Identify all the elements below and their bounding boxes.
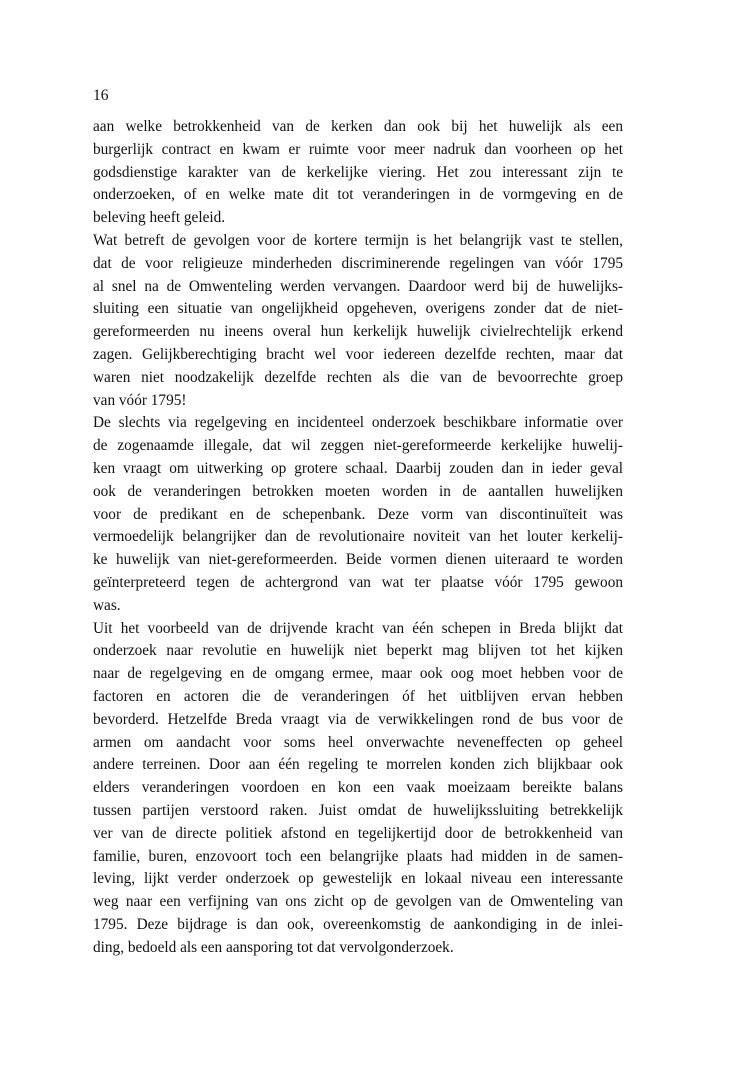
paragraph bbox=[93, 116, 623, 230]
text-line: leving, lijkt verder onderzoek op gewestelijk en lokaal niveau een interessante bbox=[93, 870, 623, 888]
text-line: zagen. Gelijkberechtiging bracht wel voor iedereen dezelfde rechten, maar dat bbox=[93, 345, 623, 363]
text-line: van vóór 1795! bbox=[93, 391, 187, 409]
text-line: dat de voor religieuze minderheden discriminerende regelingen van vóór 1795 bbox=[93, 254, 623, 272]
text-line: waren niet noodzakelijk dezelfde rechten als die van de bevoorrechte groep bbox=[93, 368, 623, 386]
text-line: naar de regelgeving en de omgang ermee, maar ook oog moet hebben voor de bbox=[93, 665, 623, 683]
text-line: andere terreinen. Door aan één regeling te morrelen konden zich blijkbaar ook bbox=[93, 756, 623, 774]
text-line: factoren en actoren die de veranderingen óf het uitblijven ervan hebben bbox=[93, 687, 623, 705]
text-line: godsdienstige karakter van de kerkelijke viering. Het zou interessant zijn te bbox=[93, 163, 623, 181]
text-line: sluiting een situatie van ongelijkheid opgeheven, overigens zonder dat de niet- bbox=[93, 300, 623, 318]
text-line: tussen partijen verstoord raken. Juist omdat de huwelijkssluiting betrekkelijk bbox=[93, 801, 623, 819]
text-line: Wat betreft de gevolgen voor de kortere termijn is het belangrijk vast te stellen, bbox=[93, 231, 623, 249]
text-line: gereformeerden nu ineens overal hun kerkelijk huwelijk civielrechtelijk erkend bbox=[93, 323, 623, 341]
body-text bbox=[93, 116, 623, 959]
text-line: ken vraagt om uitwerking op grotere schaal. Daarbij zouden dan in ieder geval bbox=[93, 459, 623, 477]
text-line: ook de veranderingen betrokken moeten worden in de aantallen huwelijken bbox=[93, 482, 623, 500]
text-line: bevorderd. Hetzelfde Breda vraagt via de verwikkelingen rond de bus voor de bbox=[93, 710, 623, 728]
text-line: ding, bedoeld als een aansporing tot dat vervolgonderzoek. bbox=[93, 938, 454, 956]
text-line: beleving heeft geleid. bbox=[93, 209, 226, 227]
text-line: ke huwelijk van niet-gereformeerden. Beide vormen dienen uiteraard te worden bbox=[93, 551, 623, 569]
text-line: geïnterpreteerd tegen de achtergrond van wat ter plaatse vóór 1795 gewoon bbox=[93, 573, 623, 591]
page-number: 16 bbox=[93, 87, 109, 104]
paragraph bbox=[93, 230, 623, 412]
text-line: onderzoeken, of en welke mate dit tot veranderingen in de vormgeving en de bbox=[93, 186, 623, 204]
text-line: burgerlijk contract en kwam er ruimte voor meer nadruk dan voorheen op het bbox=[93, 140, 623, 158]
text-line: ver van de directe politiek afstond en tegelijkertijd door de betrokkenheid van bbox=[93, 824, 623, 842]
text-line: was. bbox=[93, 596, 121, 614]
text-line: elders veranderingen voordoen en kon een vaak moeizaam bereikte balans bbox=[93, 779, 623, 797]
text-line: weg naar een verfijning van ons zicht op de gevolgen van de Omwenteling van bbox=[93, 893, 623, 911]
text-line: De slechts via regelgeving en incidenteel onderzoek beschikbare informatie over bbox=[93, 414, 623, 432]
text-line: Uit het voorbeeld van de drijvende kracht van één schepen in Breda blijkt dat bbox=[93, 619, 623, 637]
text-line: 1795. Deze bijdrage is dan ook, overeenkomstig de aankondiging in de inlei- bbox=[93, 915, 623, 933]
text-line: al snel na de Omwenteling werden vervangen. Daardoor werd bij de huwelijks- bbox=[93, 277, 623, 295]
text-line: armen om aandacht voor soms heel onverwachte neveneffecten op geheel bbox=[93, 733, 623, 751]
text-line: familie, buren, enzovoort toch een belangrijke plaats had midden in de samen- bbox=[93, 847, 623, 865]
text-line: onderzoek naar revolutie en huwelijk niet beperkt mag blijven tot het kijken bbox=[93, 642, 623, 660]
text-line: vermoedelijk belangrijker dan de revolutionaire noviteit van het louter kerkelij- bbox=[93, 528, 623, 546]
text-line: de zogenaamde illegale, dat wil zeggen niet-gereformeerde kerkelijke huwelij- bbox=[93, 437, 623, 455]
text-line: voor de predikant en de schepenbank. Deze vorm van discontinuïteit was bbox=[93, 505, 623, 523]
text-line: aan welke betrokkenheid van de kerken dan ook bij het huwelijk als een bbox=[93, 118, 623, 135]
paragraph bbox=[93, 412, 623, 617]
paragraph bbox=[93, 618, 623, 960]
